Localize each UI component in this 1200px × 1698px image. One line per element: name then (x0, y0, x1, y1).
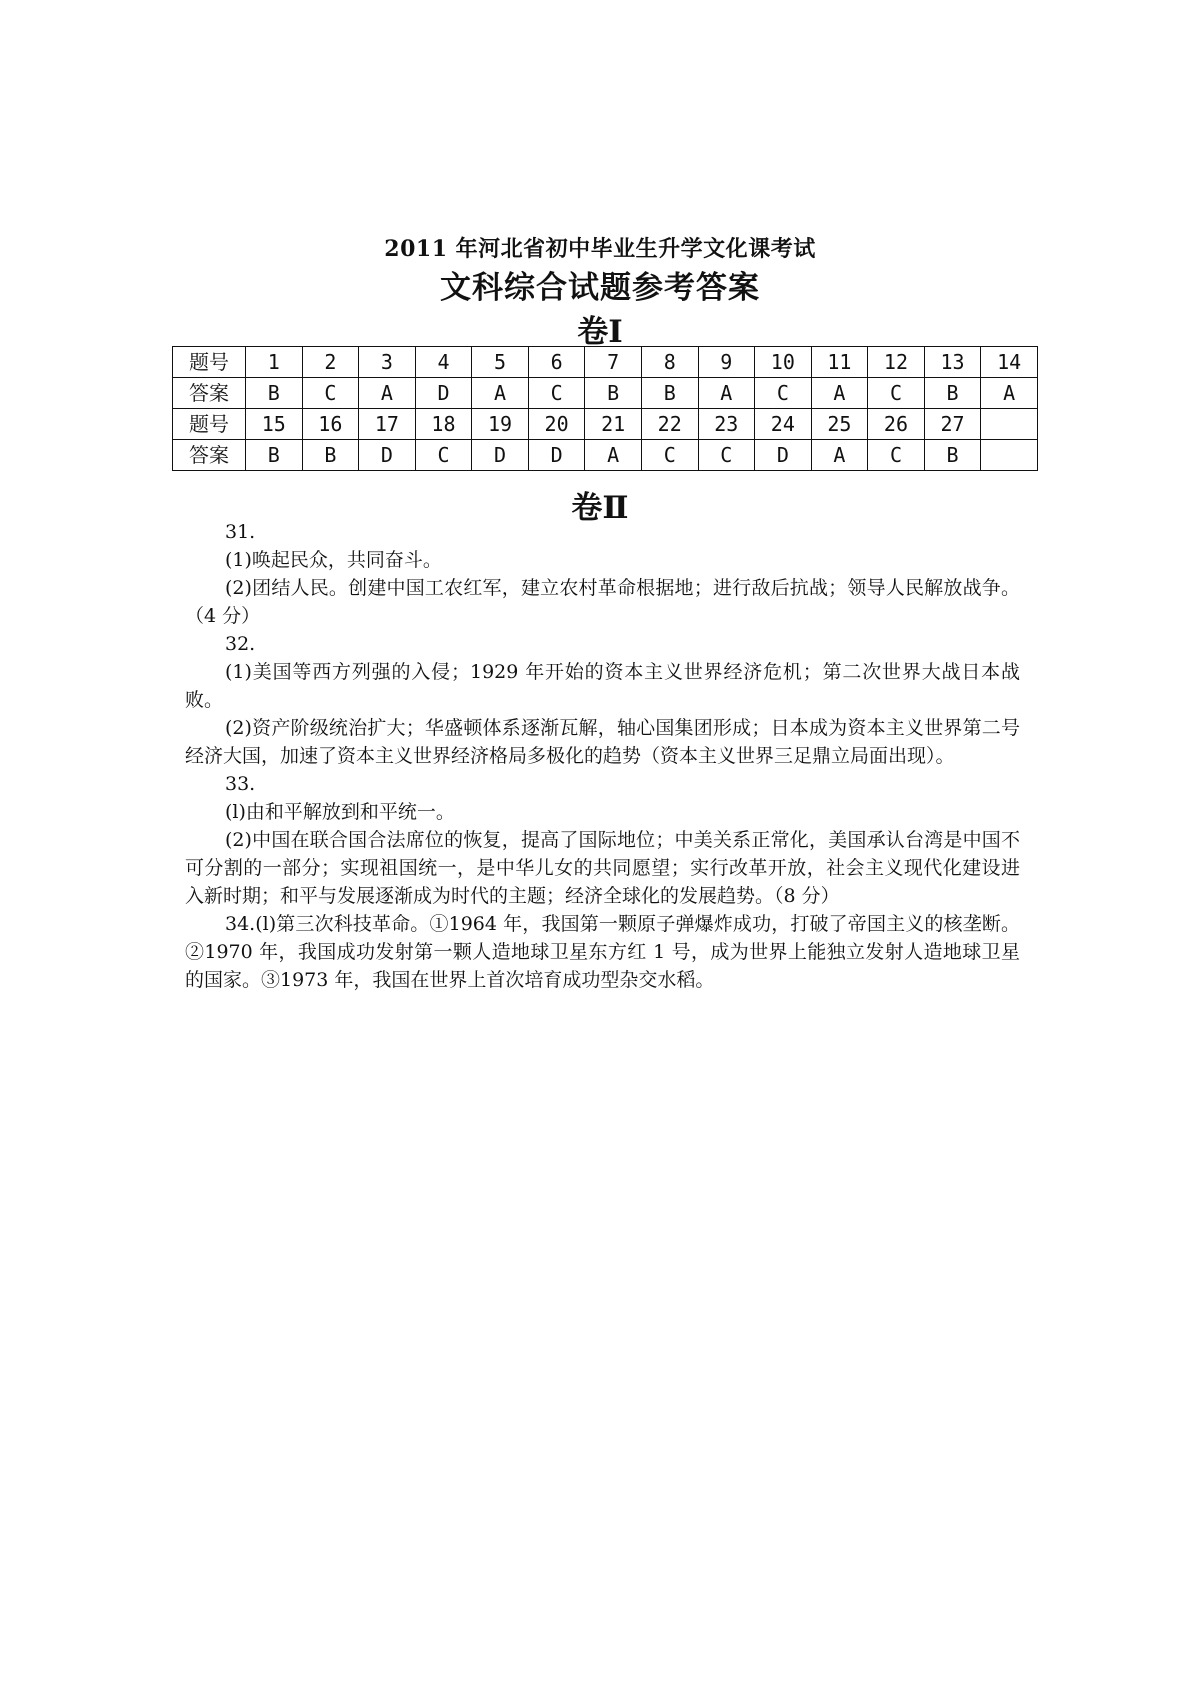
answer-cell: A (585, 440, 642, 471)
question-32-number: 32. (225, 633, 256, 655)
question-number: 9 (698, 347, 755, 378)
question-32-part-2: (2)资产阶级统治扩大；华盛顿体系逐渐瓦解，轴心国集团形成；日本成为资本主义世界第二号经济大国，加速了资本主义世界经济格局多极化的趋势（资本主义世界三足鼎立局面出现）。 (185, 717, 1020, 767)
answer-cell: B (924, 378, 981, 409)
question-31-part-2: (2)团结人民。创建中国工农红军，建立农村革命根据地；进行敌后抗战；领导人民解放战争。（4 分） (185, 577, 1020, 627)
question-31-part-1: (1)唤起民众，共同奋斗。 (225, 549, 442, 571)
question-number: 18 (415, 409, 472, 440)
answer-label: 答案 (173, 440, 246, 471)
question-number: 14 (981, 347, 1038, 378)
question-number-label: 题号 (173, 409, 246, 440)
question-number: 20 (528, 409, 585, 440)
question-number: 7 (585, 347, 642, 378)
question-number: 27 (924, 409, 981, 440)
table-row-numbers-2 (173, 409, 1038, 440)
empty-cell (981, 409, 1038, 440)
answer-cell: A (811, 378, 868, 409)
question-number: 5 (472, 347, 529, 378)
answer-cell: B (924, 440, 981, 471)
empty-cell (981, 440, 1038, 471)
answer-cell: C (698, 440, 755, 471)
table-row-numbers-1 (173, 347, 1038, 378)
table-row-answers-1 (173, 378, 1038, 409)
question-number-label: 题号 (173, 347, 246, 378)
answer-label: 答案 (173, 378, 246, 409)
answer-cell: B (641, 378, 698, 409)
question-number: 15 (246, 409, 303, 440)
question-31-number: 31. (225, 521, 256, 543)
answer-cell: A (472, 378, 529, 409)
question-number: 26 (868, 409, 925, 440)
question-number: 8 (641, 347, 698, 378)
question-33-number: 33. (225, 773, 256, 795)
part-one-heading: 卷Ⅰ (577, 314, 623, 350)
answer-cell: A (359, 378, 416, 409)
answer-table (172, 346, 1038, 471)
question-number: 10 (755, 347, 812, 378)
question-number: 6 (528, 347, 585, 378)
answer-cell: A (981, 378, 1038, 409)
answer-cell: D (528, 440, 585, 471)
question-number: 1 (246, 347, 303, 378)
answer-cell: D (359, 440, 416, 471)
answer-cell: C (302, 378, 359, 409)
answer-cell: C (528, 378, 585, 409)
answer-cell: C (641, 440, 698, 471)
question-number: 24 (755, 409, 812, 440)
table-row-answers-2 (173, 440, 1038, 471)
question-number: 16 (302, 409, 359, 440)
exam-title: 2011 年河北省初中毕业生升学文化课考试 (384, 236, 816, 262)
answer-cell: C (755, 378, 812, 409)
answer-cell: A (811, 440, 868, 471)
answer-cell: D (472, 440, 529, 471)
question-number: 4 (415, 347, 472, 378)
question-number: 17 (359, 409, 416, 440)
answer-cell: B (585, 378, 642, 409)
question-number: 2 (302, 347, 359, 378)
answer-cell: B (246, 440, 303, 471)
answer-cell: A (698, 378, 755, 409)
question-32-part-1: (1)美国等西方列强的入侵；1929 年开始的资本主义世界经济危机；第二次世界大战日本战败。 (185, 661, 1020, 711)
question-number: 12 (868, 347, 925, 378)
answer-cell: B (246, 378, 303, 409)
answer-cell: D (415, 378, 472, 409)
question-number: 23 (698, 409, 755, 440)
part-two-heading: 卷Ⅱ (571, 490, 629, 526)
question-number: 3 (359, 347, 416, 378)
question-number: 21 (585, 409, 642, 440)
answer-key-title: 文科综合试题参考答案 (440, 270, 760, 306)
answer-cell: D (755, 440, 812, 471)
question-number: 13 (924, 347, 981, 378)
answer-cell: C (415, 440, 472, 471)
question-number: 25 (811, 409, 868, 440)
question-number: 22 (641, 409, 698, 440)
question-33-part-2: (2)中国在联合国合法席位的恢复，提高了国际地位；中美关系正常化，美国承认台湾是中国不可分割的一部分；实现祖国统一，是中华儿女的共同愿望；实行改革开放，社会主义现代化建设进入新时期；和平与发展逐渐成为时代的主题；经济全球化的发展趋势。（8 分） (185, 829, 1020, 907)
answer-cell: C (868, 378, 925, 409)
question-number: 19 (472, 409, 529, 440)
answer-cell: C (868, 440, 925, 471)
answer-body (185, 518, 1020, 994)
question-number: 11 (811, 347, 868, 378)
answer-cell: B (302, 440, 359, 471)
question-34-part-1: 34.(l)第三次科技革命。①1964 年，我国第一颗原子弹爆炸成功，打破了帝国主义的核垄断。②1970 年，我国成功发射第一颗人造地球卫星东方红 1 号，成为世界上能独立发射人造地球卫星的国家。③1973 年，我国在世界上首次培育成功型杂交水稻。 (185, 913, 1020, 991)
question-33-part-1: (l)由和平解放到和平统一。 (225, 801, 455, 823)
